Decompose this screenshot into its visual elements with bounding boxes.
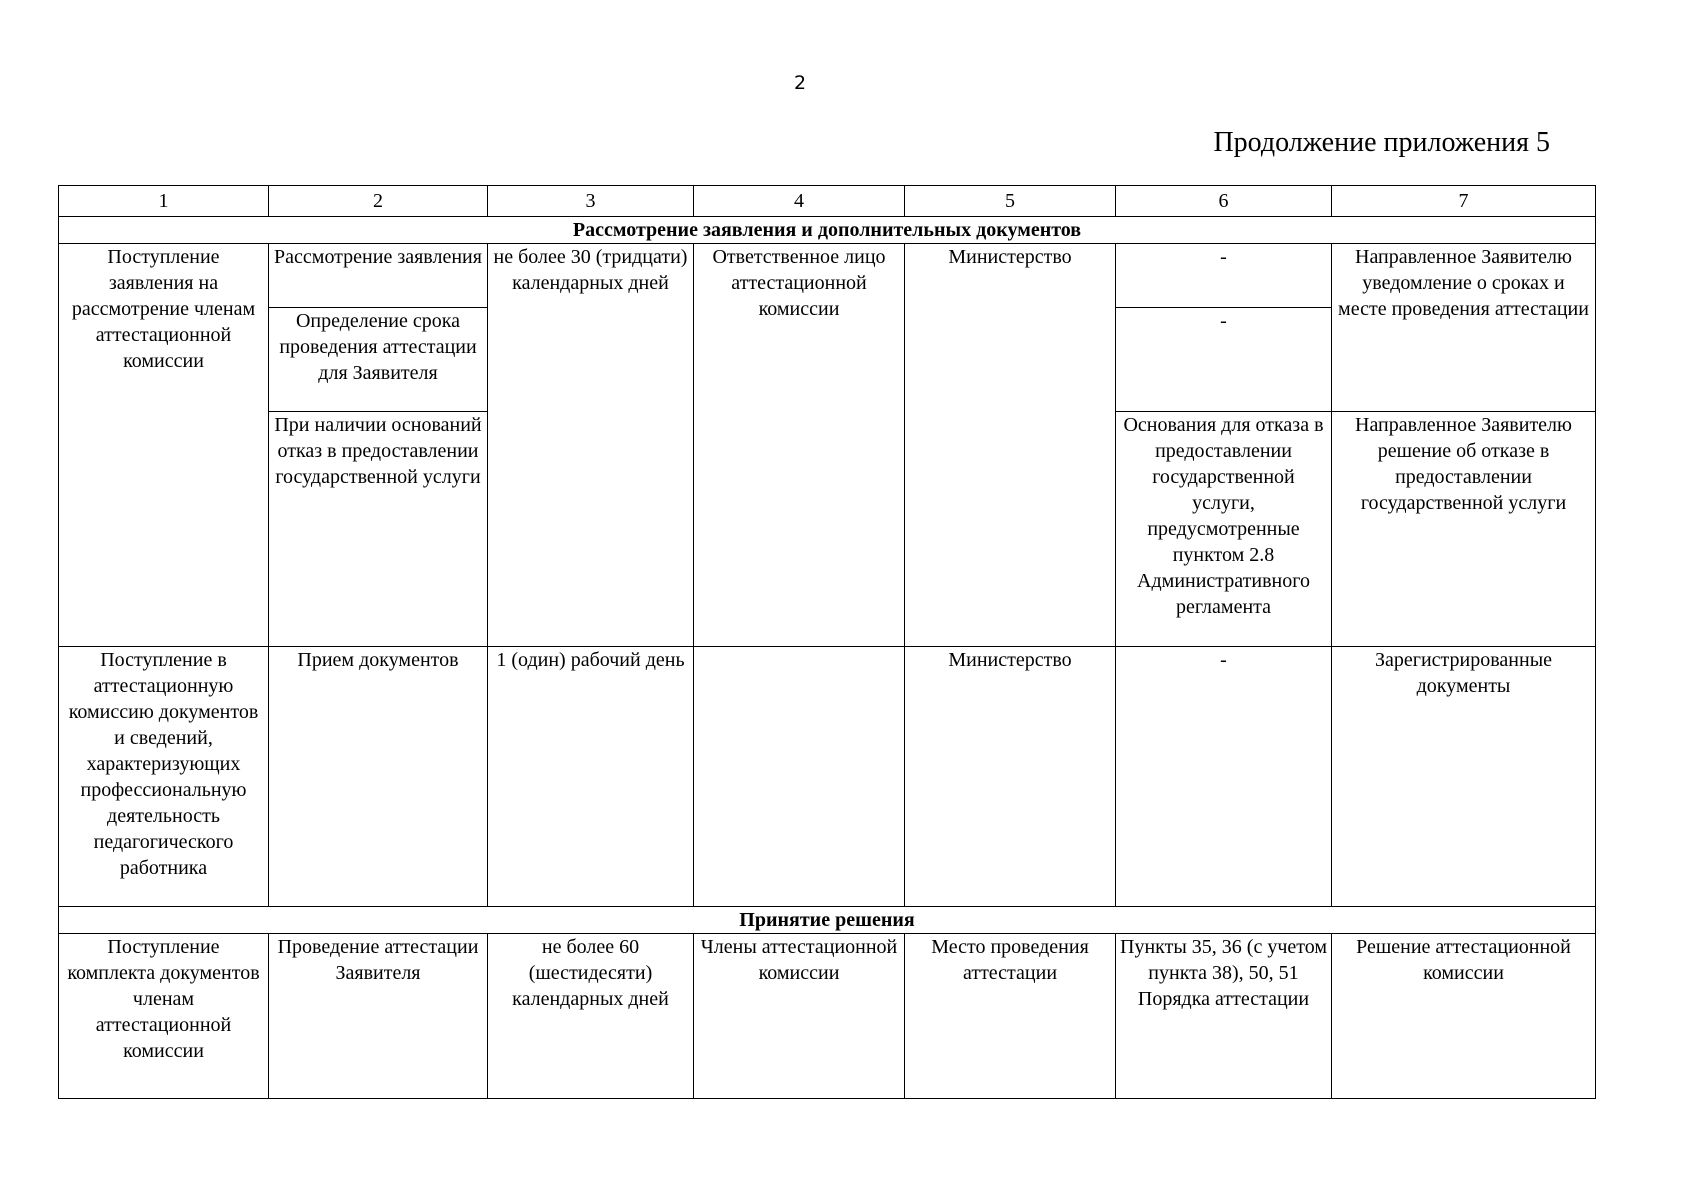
column-number-cell: 5 — [905, 186, 1116, 217]
table-cell: Поступление комплекта документов членам аттестационной комиссии — [59, 934, 269, 1099]
table-cell: Поступление в аттестационную комиссию документов и сведений, характеризующих профессиональную деятельность педагогического работника — [59, 647, 269, 907]
table-cell: Министерство — [905, 244, 1116, 647]
appendix-continuation-title: Продолжение приложения 5 — [1213, 127, 1550, 158]
section-heading: Рассмотрение заявления и дополнительных документов — [59, 217, 1596, 244]
table-cell: Пункты 35, 36 (с учетом пункта 38), 50, 51 Порядка аттестации — [1116, 934, 1332, 1099]
column-number-cell: 1 — [59, 186, 269, 217]
table-cell: - — [1116, 647, 1332, 907]
table-cell: - — [1116, 244, 1332, 308]
table-cell: - — [1116, 308, 1332, 412]
column-number-cell: 4 — [694, 186, 905, 217]
table-cell: Рассмотрение заявления — [269, 244, 488, 308]
table-cell: Поступление заявления на рассмотрение членам аттестационной комиссии — [59, 244, 269, 647]
table-cell: Министерство — [905, 647, 1116, 907]
table-cell — [694, 647, 905, 907]
column-number-cell: 3 — [488, 186, 694, 217]
table-cell: Место проведения аттестации — [905, 934, 1116, 1099]
page-number: 2 — [793, 72, 807, 94]
table-row — [59, 934, 1596, 1099]
table-cell: Члены аттестационной комиссии — [694, 934, 905, 1099]
section-heading: Принятие решения — [59, 907, 1596, 934]
table-cell: Зарегистрированные документы — [1332, 647, 1596, 907]
table-cell: Прием документов — [269, 647, 488, 907]
table-row — [59, 647, 1596, 907]
column-number-cell: 7 — [1332, 186, 1596, 217]
column-number-cell: 2 — [269, 186, 488, 217]
table-cell: Решение аттестационной комиссии — [1332, 934, 1596, 1099]
table-cell: не более 30 (тридцати) календарных дней — [488, 244, 694, 647]
table-cell: 1 (один) рабочий день — [488, 647, 694, 907]
table-cell: Определение срока проведения аттестации для Заявителя — [269, 308, 488, 412]
table-cell: Ответственное лицо аттестационной комиссии — [694, 244, 905, 647]
table-cell: Направленное Заявителю уведомление о сроках и месте проведения аттестации — [1332, 244, 1596, 412]
section-heading-row — [59, 217, 1596, 244]
procedure-table — [58, 185, 1596, 1099]
table-cell: Направленное Заявителю решение об отказе в предоставлении государственной услуги — [1332, 412, 1596, 647]
table-cell: Проведение аттестации Заявителя — [269, 934, 488, 1099]
table-row — [59, 244, 1596, 308]
column-number-cell: 6 — [1116, 186, 1332, 217]
section-heading-row — [59, 907, 1596, 934]
table-cell: При наличии оснований отказ в предоставлении государственной услуги — [269, 412, 488, 647]
column-number-row — [59, 186, 1596, 217]
table-cell: не более 60 (шестидесяти) календарных дней — [488, 934, 694, 1099]
table-cell: Основания для отказа в предоставлении государственной услуги, предусмотренные пунктом 2.8 Административного регламента — [1116, 412, 1332, 647]
